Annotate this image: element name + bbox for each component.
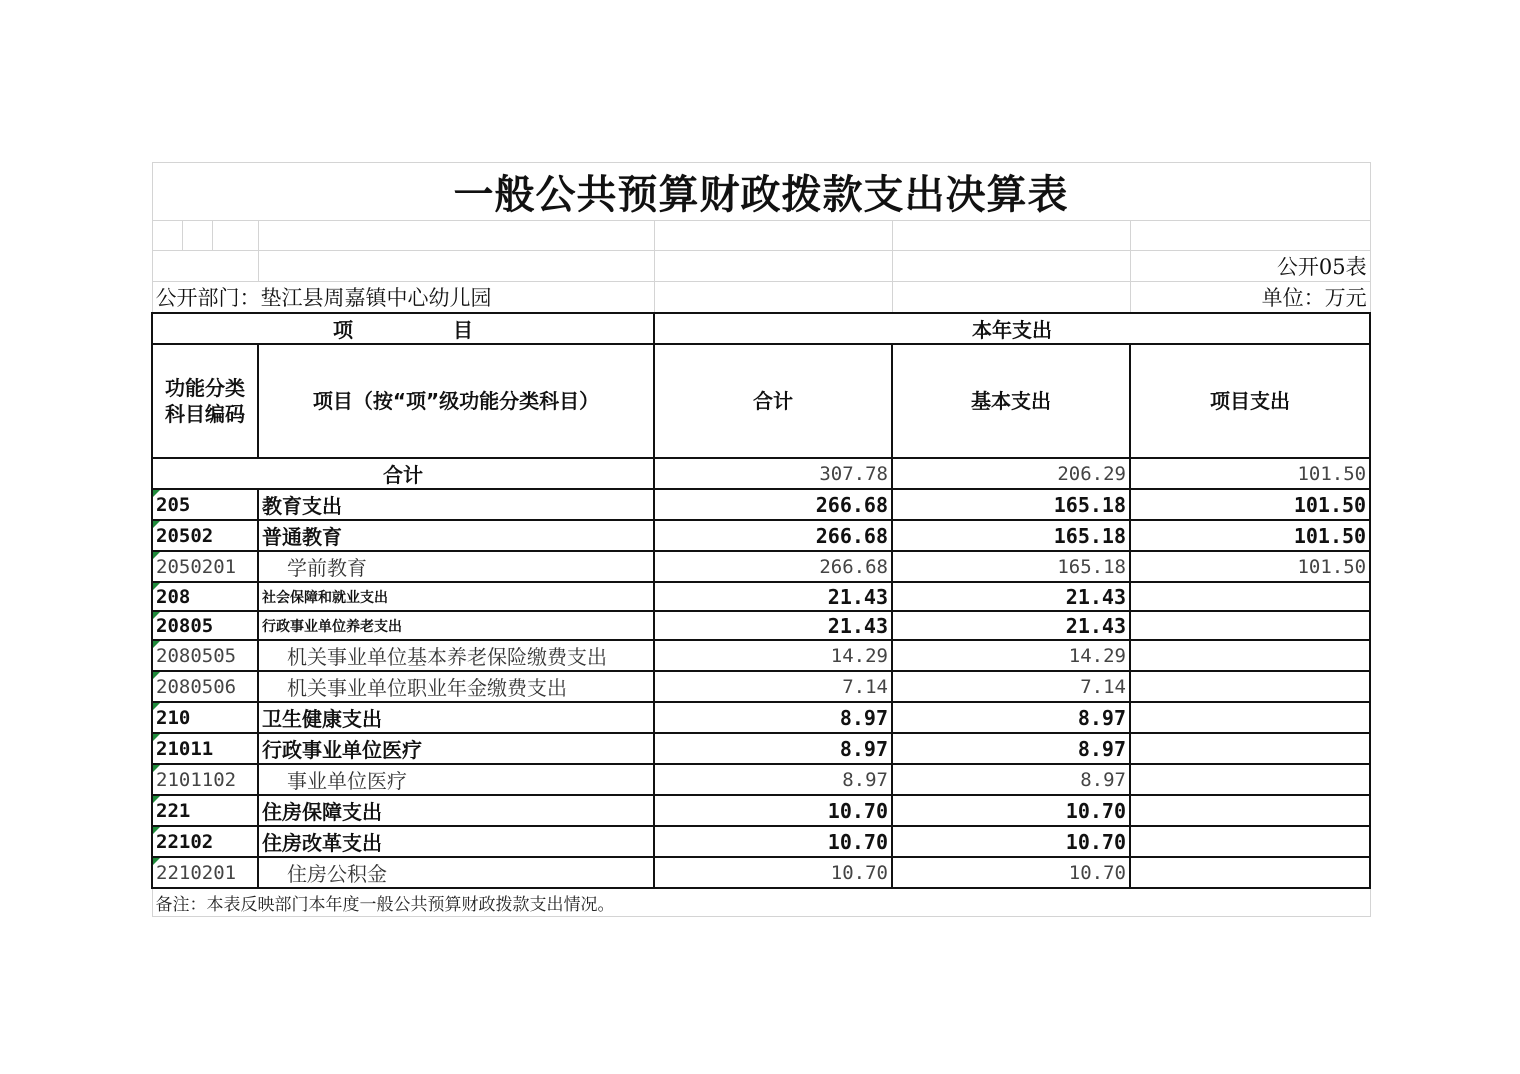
department-label: 公开部门：垫江县周嘉镇中心幼儿园 (152, 282, 654, 314)
row-project (1130, 857, 1370, 888)
row-project (1130, 640, 1370, 671)
grid-cell[interactable] (654, 282, 892, 314)
header-row-2 (152, 344, 1370, 458)
row-name: 卫生健康支出 (258, 702, 654, 733)
row-name: 社会保障和就业支出 (258, 582, 654, 611)
row-basic: 7.14 (892, 671, 1130, 702)
row-basic: 8.97 (892, 764, 1130, 795)
row-basic: 165.18 (892, 520, 1130, 551)
total-sum: 307.78 (654, 458, 892, 489)
row-project (1130, 702, 1370, 733)
row-name: 行政事业单位医疗 (258, 733, 654, 764)
blank-row (152, 221, 1370, 251)
table-row (152, 582, 1370, 611)
grid-cell[interactable] (892, 251, 1130, 282)
table-row (152, 733, 1370, 764)
row-project: 101.50 (1130, 551, 1370, 582)
header-row-1 (152, 313, 1370, 344)
header-project: 项目支出 (1130, 344, 1370, 458)
table-row (152, 826, 1370, 857)
budget-table (151, 162, 1371, 917)
row-total: 266.68 (654, 489, 892, 520)
row-basic: 10.70 (892, 826, 1130, 857)
grid-cell[interactable] (152, 251, 258, 282)
spreadsheet (151, 162, 1369, 917)
row-project (1130, 582, 1370, 611)
table-row (152, 489, 1370, 520)
row-code: 2080505 (152, 640, 258, 671)
row-name: 住房保障支出 (258, 795, 654, 826)
data-rows (152, 489, 1370, 888)
row-basic: 165.18 (892, 489, 1130, 520)
total-project: 101.50 (1130, 458, 1370, 489)
row-total: 14.29 (654, 640, 892, 671)
row-code: 22102 (152, 826, 258, 857)
row-code: 20502 (152, 520, 258, 551)
row-basic: 10.70 (892, 795, 1130, 826)
row-total: 21.43 (654, 611, 892, 640)
row-project (1130, 611, 1370, 640)
row-project (1130, 733, 1370, 764)
row-name: 住房公积金 (258, 857, 654, 888)
header-basic: 基本支出 (892, 344, 1130, 458)
row-project (1130, 795, 1370, 826)
row-project: 101.50 (1130, 520, 1370, 551)
row-name: 普通教育 (258, 520, 654, 551)
department-row (152, 282, 1370, 314)
row-project: 101.50 (1130, 489, 1370, 520)
table-row (152, 857, 1370, 888)
row-name: 行政事业单位养老支出 (258, 611, 654, 640)
row-basic: 14.29 (892, 640, 1130, 671)
grid-cell[interactable] (152, 221, 182, 251)
row-code: 2101102 (152, 764, 258, 795)
table-row (152, 671, 1370, 702)
row-total: 10.70 (654, 857, 892, 888)
row-code: 2050201 (152, 551, 258, 582)
row-total: 10.70 (654, 795, 892, 826)
table-row (152, 551, 1370, 582)
row-code: 210 (152, 702, 258, 733)
note-text: 备注：本表反映部门本年度一般公共预算财政拨款支出情况。 (152, 888, 1370, 916)
table-row (152, 795, 1370, 826)
row-name: 教育支出 (258, 489, 654, 520)
page-title: 一般公共预算财政拨款支出决算表 (152, 163, 1370, 221)
row-total: 266.68 (654, 520, 892, 551)
row-name: 机关事业单位职业年金缴费支出 (258, 671, 654, 702)
grid-cell[interactable] (258, 221, 654, 251)
row-basic: 21.43 (892, 611, 1130, 640)
row-total: 10.70 (654, 826, 892, 857)
row-code: 2080506 (152, 671, 258, 702)
header-total: 合计 (654, 344, 892, 458)
table-row (152, 702, 1370, 733)
row-code: 221 (152, 795, 258, 826)
row-code: 20805 (152, 611, 258, 640)
row-basic: 21.43 (892, 582, 1130, 611)
row-name: 住房改革支出 (258, 826, 654, 857)
table-row (152, 520, 1370, 551)
unit-label: 单位：万元 (1130, 282, 1370, 314)
header-item: 项 目 (152, 313, 654, 344)
row-basic: 10.70 (892, 857, 1130, 888)
table-row (152, 640, 1370, 671)
form-number-row (152, 251, 1370, 282)
row-basic: 165.18 (892, 551, 1130, 582)
total-basic: 206.29 (892, 458, 1130, 489)
grid-cell[interactable] (654, 221, 892, 251)
table-row (152, 611, 1370, 640)
note-row (152, 888, 1370, 916)
table-row (152, 764, 1370, 795)
row-total: 266.68 (654, 551, 892, 582)
row-code: 208 (152, 582, 258, 611)
grid-cell[interactable] (1130, 221, 1370, 251)
row-project (1130, 826, 1370, 857)
row-total: 21.43 (654, 582, 892, 611)
grid-cell[interactable] (258, 251, 654, 282)
grid-cell[interactable] (182, 221, 212, 251)
row-total: 8.97 (654, 733, 892, 764)
row-total: 8.97 (654, 764, 892, 795)
row-code: 2210201 (152, 857, 258, 888)
total-label: 合计 (152, 458, 654, 489)
header-code: 功能分类科目编码 (152, 344, 258, 458)
row-project (1130, 671, 1370, 702)
form-number: 公开05表 (1130, 251, 1370, 282)
grid-cell[interactable] (892, 221, 1130, 251)
grid-cell[interactable] (654, 251, 892, 282)
row-code: 21011 (152, 733, 258, 764)
row-code: 205 (152, 489, 258, 520)
row-basic: 8.97 (892, 702, 1130, 733)
total-row (152, 458, 1370, 489)
row-name: 事业单位医疗 (258, 764, 654, 795)
grid-cell[interactable] (892, 282, 1130, 314)
row-total: 8.97 (654, 702, 892, 733)
title-row (152, 163, 1370, 221)
header-name: 项目（按“项”级功能分类科目） (258, 344, 654, 458)
row-total: 7.14 (654, 671, 892, 702)
grid-cell[interactable] (212, 221, 258, 251)
row-name: 学前教育 (258, 551, 654, 582)
row-project (1130, 764, 1370, 795)
row-name: 机关事业单位基本养老保险缴费支出 (258, 640, 654, 671)
row-basic: 8.97 (892, 733, 1130, 764)
header-current-year: 本年支出 (654, 313, 1370, 344)
